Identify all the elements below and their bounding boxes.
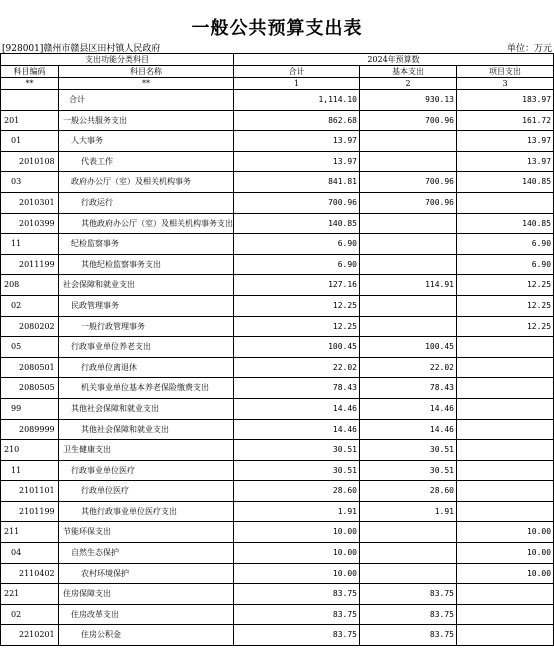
cell-basic: 100.45 (360, 337, 457, 358)
cell-code: 11 (1, 460, 59, 481)
cell-name: 行政事业单位养老支出 (59, 337, 234, 358)
cell-project (457, 337, 554, 358)
header-code: 科目编码 (1, 66, 59, 78)
table-row (1, 584, 554, 605)
cell-project: 12.25 (457, 316, 554, 337)
cell-name: 纪检监察事务 (59, 234, 234, 255)
cell-code: 211 (1, 522, 59, 543)
cell-total: 6.90 (234, 234, 360, 255)
cell-name: 机关事业单位基本养老保险缴费支出 (59, 378, 234, 399)
cell-name: 自然生态保护 (59, 543, 234, 564)
cell-basic: 83.75 (360, 625, 457, 646)
cell-code: 04 (1, 543, 59, 564)
cell-basic (360, 151, 457, 172)
cell-basic (360, 254, 457, 275)
table-row (1, 460, 554, 481)
cell-total: 127.16 (234, 275, 360, 296)
table-row (1, 151, 554, 172)
cell-name: 农村环境保护 (59, 563, 234, 584)
cell-project (457, 440, 554, 461)
cell-project (457, 192, 554, 213)
cell-basic: 28.60 (360, 481, 457, 502)
cell-project (457, 419, 554, 440)
table-row (1, 357, 554, 378)
cell-code: 2080202 (1, 316, 59, 337)
cell-basic (360, 543, 457, 564)
table-row (1, 543, 554, 564)
cell-project (457, 501, 554, 522)
cell-project (457, 357, 554, 378)
subheader-code: ** (1, 78, 59, 90)
header-project: 项目支出 (457, 66, 554, 78)
cell-basic (360, 295, 457, 316)
cell-project (457, 398, 554, 419)
cell-code: 01 (1, 131, 59, 152)
cell-code: 2010399 (1, 213, 59, 234)
cell-name: 行政事业单位医疗 (59, 460, 234, 481)
cell-name: 卫生健康支出 (59, 440, 234, 461)
cell-basic: 78.43 (360, 378, 457, 399)
cell-project (457, 625, 554, 646)
cell-basic: 700.96 (360, 192, 457, 213)
subheader-project: 3 (457, 78, 554, 90)
cell-project: 13.97 (457, 131, 554, 152)
page-title: 一般公共预算支出表 (191, 18, 363, 39)
cell-code: 2010301 (1, 192, 59, 213)
cell-total: 6.90 (234, 254, 360, 275)
cell-code: 2010108 (1, 151, 59, 172)
cell-total: 83.75 (234, 604, 360, 625)
table-row (1, 316, 554, 337)
cell-name: 代表工作 (59, 151, 234, 172)
cell-code: 03 (1, 172, 59, 193)
cell-project: 12.25 (457, 275, 554, 296)
cell-name: 住房改革支出 (59, 604, 234, 625)
cell-code: 11 (1, 234, 59, 255)
table-row (1, 604, 554, 625)
table-row (1, 295, 554, 316)
cell-code: 02 (1, 604, 59, 625)
cell-name: 人大事务 (59, 131, 234, 152)
cell-project: 140.85 (457, 213, 554, 234)
cell-total: 140.85 (234, 213, 360, 234)
cell-code: 2080505 (1, 378, 59, 399)
cell-basic (360, 131, 457, 152)
cell-basic: 114.91 (360, 275, 457, 296)
cell-project: 12.25 (457, 295, 554, 316)
cell-basic: 14.46 (360, 419, 457, 440)
cell-code: 221 (1, 584, 59, 605)
cell-name: 行政单位离退休 (59, 357, 234, 378)
cell-basic (360, 213, 457, 234)
cell-project (457, 481, 554, 502)
table-row (1, 501, 554, 522)
header-group-func: 支出功能分类科目 (1, 54, 234, 66)
cell-project: 13.97 (457, 151, 554, 172)
cell-name: 其他社会保障和就业支出 (59, 419, 234, 440)
cell-total: 100.45 (234, 337, 360, 358)
cell-total: 12.25 (234, 295, 360, 316)
cell-basic: 700.96 (360, 172, 457, 193)
cell-name: 其他行政事业单位医疗支出 (59, 501, 234, 522)
table-row (1, 172, 554, 193)
table-row (1, 110, 554, 131)
cell-project: 161.72 (457, 110, 554, 131)
cell-name: 住房保障支出 (59, 584, 234, 605)
cell-basic (360, 522, 457, 543)
cell-total: 22.02 (234, 357, 360, 378)
cell-name: 其他社会保障和就业支出 (59, 398, 234, 419)
cell-total: 12.25 (234, 316, 360, 337)
cell-name: 社会保障和就业支出 (59, 275, 234, 296)
cell-total: 10.00 (234, 522, 360, 543)
cell-total: 10.00 (234, 543, 360, 564)
subheader-name: ** (59, 78, 234, 90)
cell-basic (360, 234, 457, 255)
cell-total: 13.97 (234, 131, 360, 152)
cell-name: 合计 (59, 90, 234, 111)
cell-code: 05 (1, 337, 59, 358)
header-group-budget: 2024年预算数 (234, 54, 554, 66)
cell-code: 2210201 (1, 625, 59, 646)
cell-code: 2101101 (1, 481, 59, 502)
cell-project (457, 378, 554, 399)
table-row (1, 522, 554, 543)
cell-project: 10.00 (457, 522, 554, 543)
cell-name: 民政管理事务 (59, 295, 234, 316)
cell-basic (360, 563, 457, 584)
cell-total: 862.68 (234, 110, 360, 131)
cell-code (1, 90, 59, 111)
cell-basic (360, 316, 457, 337)
cell-total: 1.91 (234, 501, 360, 522)
table-row (1, 419, 554, 440)
cell-code: 2089999 (1, 419, 59, 440)
cell-total: 1,114.10 (234, 90, 360, 111)
table-row (1, 192, 554, 213)
cell-code: 2110402 (1, 563, 59, 584)
table-row (1, 90, 554, 111)
table-row (1, 398, 554, 419)
table-row (1, 275, 554, 296)
unit-org: [928001]赣州市赣县区田村镇人民政府 (2, 44, 161, 54)
budget-table (0, 53, 554, 646)
cell-basic: 700.96 (360, 110, 457, 131)
header-name: 科目名称 (59, 66, 234, 78)
header-total: 合计 (234, 66, 360, 78)
cell-code: 208 (1, 275, 59, 296)
cell-name: 政府办公厅（室）及相关机构事务 (59, 172, 234, 193)
cell-total: 841.81 (234, 172, 360, 193)
cell-name: 其他政府办公厅（室）及相关机构事务支出 (59, 213, 234, 234)
cell-name: 一般公共服务支出 (59, 110, 234, 131)
cell-name: 住房公积金 (59, 625, 234, 646)
unit-label: 单位：万元 (506, 44, 552, 54)
cell-code: 210 (1, 440, 59, 461)
cell-code: 201 (1, 110, 59, 131)
cell-code: 99 (1, 398, 59, 419)
cell-project: 6.90 (457, 254, 554, 275)
header-basic: 基本支出 (360, 66, 457, 78)
cell-total: 78.43 (234, 378, 360, 399)
cell-total: 700.96 (234, 192, 360, 213)
table-row (1, 234, 554, 255)
cell-project (457, 604, 554, 625)
cell-basic: 83.75 (360, 584, 457, 605)
cell-project: 10.00 (457, 563, 554, 584)
cell-project: 140.85 (457, 172, 554, 193)
cell-total: 13.97 (234, 151, 360, 172)
cell-total: 14.46 (234, 398, 360, 419)
cell-total: 14.46 (234, 419, 360, 440)
cell-code: 2101199 (1, 501, 59, 522)
cell-project: 183.97 (457, 90, 554, 111)
cell-total: 30.51 (234, 440, 360, 461)
cell-basic: 22.02 (360, 357, 457, 378)
cell-name: 一般行政管理事务 (59, 316, 234, 337)
cell-basic: 30.51 (360, 460, 457, 481)
cell-name: 其他纪检监察事务支出 (59, 254, 234, 275)
table-row (1, 378, 554, 399)
cell-project (457, 584, 554, 605)
cell-total: 83.75 (234, 625, 360, 646)
table-row (1, 337, 554, 358)
cell-code: 2011199 (1, 254, 59, 275)
table-row (1, 481, 554, 502)
cell-project (457, 460, 554, 481)
cell-name: 行政单位医疗 (59, 481, 234, 502)
cell-total: 83.75 (234, 584, 360, 605)
cell-code: 2080501 (1, 357, 59, 378)
table-row (1, 254, 554, 275)
cell-basic: 1.91 (360, 501, 457, 522)
table-row (1, 131, 554, 152)
cell-total: 28.60 (234, 481, 360, 502)
cell-total: 10.00 (234, 563, 360, 584)
cell-name: 节能环保支出 (59, 522, 234, 543)
cell-project: 6.90 (457, 234, 554, 255)
table-row (1, 563, 554, 584)
cell-basic: 30.51 (360, 440, 457, 461)
cell-total: 30.51 (234, 460, 360, 481)
cell-project: 10.00 (457, 543, 554, 564)
subheader-basic: 2 (360, 78, 457, 90)
table-row (1, 440, 554, 461)
cell-basic: 930.13 (360, 90, 457, 111)
cell-basic: 83.75 (360, 604, 457, 625)
table-row (1, 213, 554, 234)
cell-code: 02 (1, 295, 59, 316)
subheader-total: 1 (234, 78, 360, 90)
cell-name: 行政运行 (59, 192, 234, 213)
cell-basic: 14.46 (360, 398, 457, 419)
table-row (1, 625, 554, 646)
